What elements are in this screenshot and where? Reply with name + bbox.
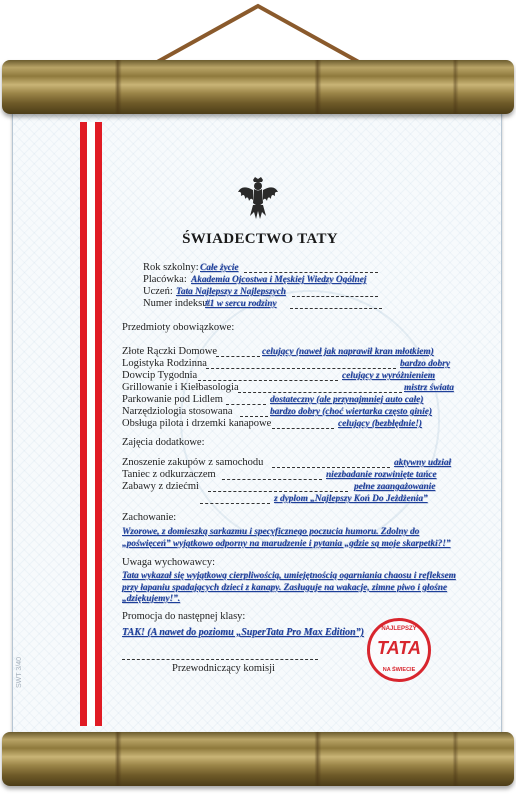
stamp-bottom-text: NA ŚWIECIE	[382, 667, 416, 673]
dashed-line	[226, 404, 266, 405]
dashed-line	[200, 503, 270, 504]
eagle-emblem-icon	[236, 176, 280, 222]
subject-grade: bardzo dobry	[400, 359, 450, 369]
subject-grade: celujący (naweł jak naprawił kran młotkiem)	[262, 347, 434, 357]
teacher-notes-header: Uwaga wychowawcy:	[122, 557, 216, 568]
dashed-line	[222, 479, 322, 480]
info-value-index: #1 w sercu rodziny	[205, 299, 277, 309]
dashed-line	[208, 491, 348, 492]
stamp-main-text: TATA	[377, 638, 421, 658]
subject-label: Złote Rączki Domowe	[122, 346, 218, 357]
info-label-student: Uczeń:	[143, 286, 173, 297]
subject-label: Dowcip Tygodnia	[122, 370, 198, 381]
activity-value: niezbadanie rozwinięte tańce	[326, 470, 437, 480]
subject-grade: mistrz świata	[404, 383, 454, 393]
subject-label: Logistyka Rodzinna	[122, 358, 207, 369]
activity-label: Zabawy z dziećmi	[122, 481, 199, 492]
best-dad-stamp	[367, 618, 431, 682]
dashed-line	[216, 356, 260, 357]
signature-line	[122, 659, 318, 660]
subject-grade: celujący z wyróżnieniem	[342, 371, 435, 381]
side-code: SWT 3/40	[16, 657, 23, 688]
info-value-student: Tata Najlepszy z Najlepszych	[176, 287, 286, 297]
extra-activities-header: Zajęcia dodatkowe:	[122, 437, 205, 448]
info-label-school: Placówka:	[143, 274, 187, 285]
promotion-text: TAK! (A nawet do poziomu „SuperTata Pro Max Edition”)	[122, 627, 364, 638]
subject-label: Obsługa pilota i drzemki kanapowe	[122, 418, 272, 429]
dashed-line	[292, 296, 378, 297]
dashed-line	[272, 467, 390, 468]
subject-label: Narzędziologia stosowana	[122, 406, 233, 417]
stamp-top-text: NAJLEPSZY	[381, 626, 417, 632]
subject-grade: dostateczny (ale przynajmniej auto całe)	[270, 395, 424, 405]
subject-label: Parkowanie pod Lidlem	[122, 394, 223, 405]
behavior-text: Wzorowe, z domieszką sarkazmu i specyficznego poczucia humoru. Zdolny do „poświęceń” wyjątkowo odporny na marudzenie i pytania „gdzie są moje skarpetki?!”	[122, 527, 451, 549]
certificate-title: ŚWIADECTWO TATY	[182, 231, 338, 247]
required-subjects-header: Przedmioty obowiązkowe:	[122, 322, 235, 333]
dashed-line	[238, 392, 402, 393]
bamboo-rod-top	[2, 60, 514, 114]
dashed-line	[244, 272, 378, 273]
info-label-index: Numer indeksu:	[143, 298, 211, 309]
activity-value: pełne zaangażowanie	[354, 482, 436, 492]
info-value-year: Całe życie	[200, 263, 239, 273]
teacher-notes-text: Tata wykazał się wyjątkową cierpliwością, umiejętnością ogarniania chaosu i refleksem przy łapaniu spadających dzieci z kanapy. Zasługuje na wakacje, zimne piwo i głośne „dziękujemy!”.	[122, 571, 456, 604]
activity-label: Taniec z odkurzaczem	[122, 469, 216, 480]
subject-label: Grillowanie i Kiełbasologia	[122, 382, 239, 393]
dashed-line	[198, 380, 338, 381]
info-value-school: Akademia Ojcostwa i Męskiej Wiedzy Ogólnej	[191, 275, 367, 285]
promotion-header: Promocja do następnej klasy:	[122, 611, 246, 622]
signature-label: Przewodniczący komisji	[172, 663, 275, 674]
bamboo-rod-bottom	[2, 732, 514, 786]
subject-grade: celujący (bezbłędnie!)	[338, 419, 422, 429]
activity-value: z dyplom „Najlepszy Koń Do Jeżdżenia”	[274, 494, 428, 504]
behavior-header: Zachowanie:	[122, 512, 177, 523]
red-border-band	[80, 122, 102, 726]
info-label-year: Rok szkolny:	[143, 262, 199, 273]
activity-value: aktywny udział	[394, 458, 452, 468]
activity-label: Znoszenie zakupów z samochodu	[122, 457, 264, 468]
dashed-line	[272, 428, 334, 429]
subject-grade: bardzo dobry (choć wiertarka często ginie)	[270, 407, 432, 417]
dashed-line	[206, 368, 396, 369]
dashed-line	[290, 308, 382, 309]
dashed-line	[240, 416, 268, 417]
